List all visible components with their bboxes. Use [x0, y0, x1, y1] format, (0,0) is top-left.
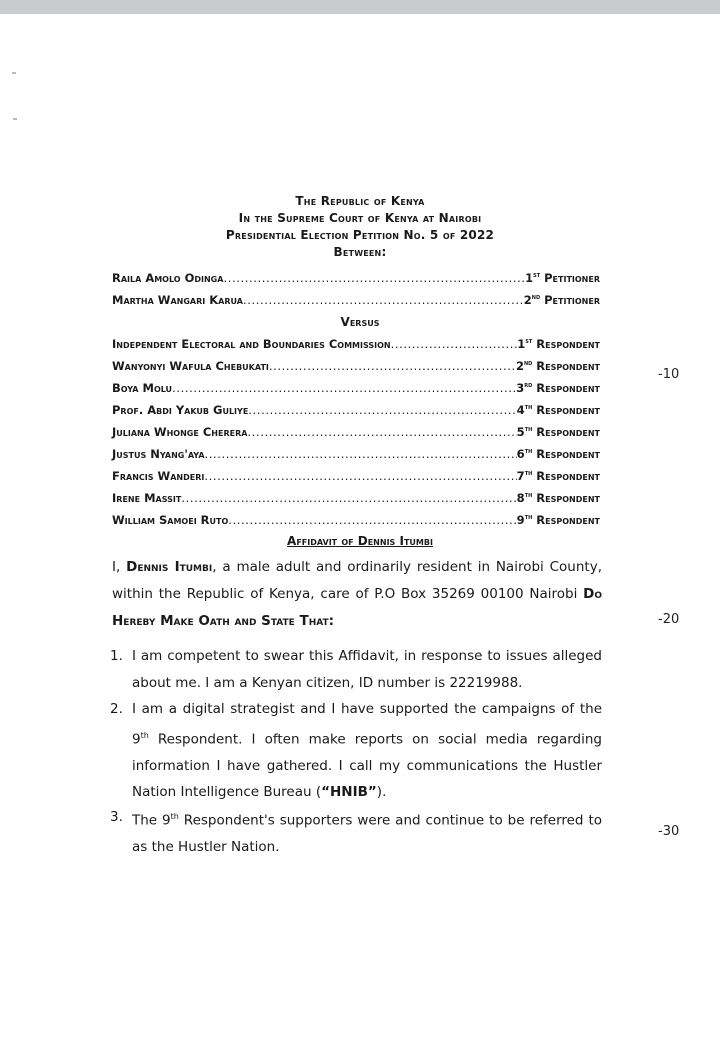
dot-leader [204, 469, 516, 483]
margin-line-number: -10 [658, 367, 680, 382]
party-role: 2nd Respondent [515, 359, 600, 373]
party-name: Independent Electoral and Boundaries Commission [112, 337, 391, 351]
paragraph-number: 2. [110, 701, 123, 717]
dot-leader [172, 381, 516, 395]
party-role: 1st Petitioner [525, 271, 600, 285]
respondent-row [112, 469, 600, 487]
numbered-paragraph [110, 804, 602, 861]
party-name: Francis Wanderi [112, 469, 205, 483]
header-republic: The Republic of Kenya [295, 194, 425, 208]
dot-leader [391, 337, 518, 351]
deponent-name: Dennis Itumbi [126, 559, 213, 575]
affidavit-title: Affidavit of Dennis Itumbi [287, 534, 433, 548]
party-name: Boya Molu [112, 381, 173, 395]
party-role: 3rd Respondent [516, 381, 600, 395]
party-role: 8th Respondent [516, 491, 600, 505]
party-role: 6th Respondent [516, 447, 600, 461]
respondent-row [112, 403, 600, 421]
numbered-paragraph [110, 696, 602, 806]
petitioner-row [112, 271, 600, 289]
header-between: Between: [333, 245, 387, 259]
header-petition: Presidential Election Petition No. 5 of 2022 [225, 228, 495, 242]
scan-speck [12, 72, 16, 74]
oath-phrase: Do Hereby Make Oath and State That: [112, 586, 602, 629]
party-role: 5th Respondent [516, 425, 600, 439]
dot-leader [205, 447, 517, 461]
header-court: In the Supreme Court of Kenya at Nairobi [238, 211, 482, 225]
respondent-row [112, 359, 600, 377]
paragraph-number: 1. [110, 648, 123, 664]
respondent-row [112, 513, 600, 531]
dot-leader [181, 491, 516, 505]
party-name: Juliana Whonge Cherera [112, 425, 248, 439]
paragraph-text: The 9th Respondent's supporters were and continue to be referred to as the Hustler Nation. [132, 812, 602, 855]
party-role: 2nd Petitioner [523, 293, 600, 307]
dot-leader [223, 271, 525, 285]
party-name: Martha Wangari Karua [112, 293, 243, 307]
petitioner-row [112, 293, 600, 311]
dot-leader [248, 403, 516, 417]
dot-leader [269, 359, 516, 373]
party-role: 7th Respondent [516, 469, 600, 483]
intro-paragraph: I, Dennis Itumbi, a male adult and ordinarily resident in Nairobi County, within the Republic of Kenya, care of P.O Box 35269 00100 Nairobi Do Hereby Make Oath and State That: [112, 559, 602, 629]
numbered-paragraph [110, 643, 602, 696]
respondent-row [112, 381, 600, 399]
dot-leader [228, 513, 516, 527]
margin-line-number: -30 [658, 824, 680, 839]
party-role: 9th Respondent [516, 513, 600, 527]
respondent-row [112, 337, 600, 355]
top-scan-edge [0, 0, 720, 14]
scan-speck [13, 118, 17, 120]
party-role: 4th Respondent [516, 403, 600, 417]
affidavit-page [0, 14, 720, 1058]
paragraph-text: I am a digital strategist and I have supported the campaigns of the 9th Respondent. I often make reports on social media regarding information I have gathered. I call my communications the Hustler Nation Intelligence Bureau (“HNIB”). [132, 701, 602, 800]
party-name: Prof. Abdi Yakub Guliye [112, 403, 249, 417]
dot-leader [243, 293, 524, 307]
party-name: Wanyonyi Wafula Chebukati [112, 359, 269, 373]
party-name: Raila Amolo Odinga [112, 271, 224, 285]
party-name: Irene Massit [112, 491, 182, 505]
party-name: Justus Nyang'aya [112, 447, 205, 461]
dot-leader [247, 425, 516, 439]
party-role: 1st Respondent [517, 337, 600, 351]
versus-heading: Versus [340, 315, 380, 329]
paragraph-text: I am competent to swear this Affidavit, in response to issues alleged about me. I am a Kenyan citizen, ID number is 22219988. [132, 648, 602, 691]
party-name: William Samoei Ruto [112, 513, 229, 527]
margin-line-number: -20 [658, 612, 680, 627]
respondent-row [112, 425, 600, 443]
respondent-row [112, 447, 600, 465]
respondent-row [112, 491, 600, 509]
paragraph-number: 3. [110, 809, 123, 825]
